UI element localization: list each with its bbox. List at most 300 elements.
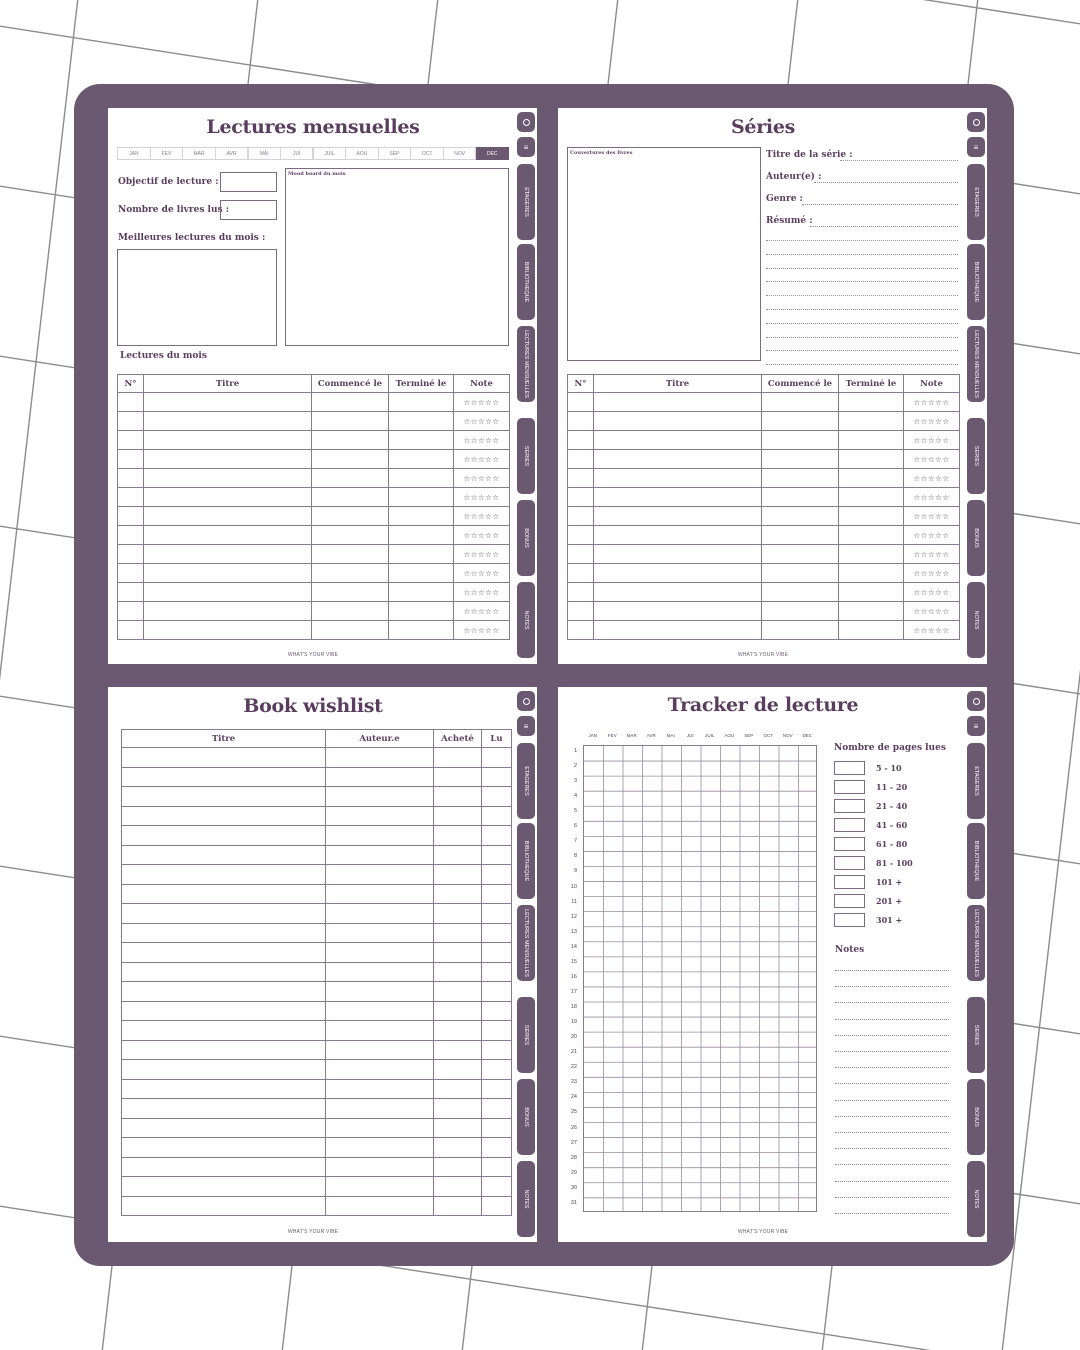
table-cell[interactable] bbox=[762, 507, 839, 526]
table-cell[interactable] bbox=[122, 1040, 326, 1060]
table-cell[interactable] bbox=[144, 526, 312, 545]
table-cell[interactable] bbox=[144, 602, 312, 621]
table-cell[interactable] bbox=[594, 583, 762, 602]
sidebar-tab-series[interactable] bbox=[517, 997, 535, 1073]
table-cell[interactable] bbox=[434, 1040, 482, 1060]
table-cell[interactable] bbox=[762, 621, 839, 640]
table-cell[interactable] bbox=[326, 806, 434, 826]
table-cell[interactable] bbox=[312, 602, 389, 621]
table-cell[interactable] bbox=[118, 507, 144, 526]
sidebar-tab-etageres[interactable] bbox=[517, 743, 535, 819]
rating-stars[interactable]: ☆☆☆☆☆ bbox=[904, 488, 960, 507]
sidebar-tab-bonus[interactable] bbox=[967, 1079, 985, 1155]
table-cell[interactable] bbox=[434, 923, 482, 943]
sidebar-tab-bibliotheque[interactable] bbox=[967, 823, 985, 899]
table-cell[interactable] bbox=[434, 943, 482, 963]
table-cell[interactable] bbox=[312, 431, 389, 450]
month-tab-sep[interactable]: SEP bbox=[378, 147, 411, 160]
table-cell[interactable] bbox=[482, 884, 512, 904]
rating-stars[interactable]: ☆☆☆☆☆ bbox=[904, 621, 960, 640]
table-cell[interactable] bbox=[389, 602, 454, 621]
table-cell[interactable] bbox=[118, 431, 144, 450]
table-cell[interactable] bbox=[839, 545, 904, 564]
table-cell[interactable] bbox=[594, 393, 762, 412]
sidebar-tab-notes[interactable] bbox=[967, 1161, 985, 1237]
table-cell[interactable] bbox=[389, 450, 454, 469]
table-cell[interactable] bbox=[312, 412, 389, 431]
table-cell[interactable] bbox=[568, 564, 594, 583]
table-cell[interactable] bbox=[122, 1001, 326, 1021]
table-cell[interactable] bbox=[762, 488, 839, 507]
legend-color-box[interactable] bbox=[834, 913, 865, 927]
sidebar-tab-etageres[interactable] bbox=[517, 164, 535, 240]
table-cell[interactable] bbox=[144, 393, 312, 412]
table-cell[interactable] bbox=[122, 748, 326, 768]
sidebar-tab-notes[interactable] bbox=[967, 582, 985, 658]
sidebar-tab-notes[interactable] bbox=[517, 582, 535, 658]
legend-color-box[interactable] bbox=[834, 780, 865, 794]
table-cell[interactable] bbox=[118, 526, 144, 545]
notes-line[interactable] bbox=[835, 1116, 949, 1117]
table-cell[interactable] bbox=[122, 1196, 326, 1216]
notes-line[interactable] bbox=[835, 970, 949, 971]
table-cell[interactable] bbox=[389, 583, 454, 602]
table-cell[interactable] bbox=[434, 884, 482, 904]
table-cell[interactable] bbox=[326, 904, 434, 924]
table-cell[interactable] bbox=[594, 564, 762, 583]
table-cell[interactable] bbox=[434, 1196, 482, 1216]
table-cell[interactable] bbox=[762, 469, 839, 488]
table-cell[interactable] bbox=[482, 1079, 512, 1099]
table-cell[interactable] bbox=[594, 621, 762, 640]
table-cell[interactable] bbox=[389, 431, 454, 450]
table-cell[interactable] bbox=[762, 583, 839, 602]
table-cell[interactable] bbox=[118, 564, 144, 583]
rating-stars[interactable]: ☆☆☆☆☆ bbox=[454, 526, 510, 545]
table-cell[interactable] bbox=[118, 488, 144, 507]
notes-line[interactable] bbox=[835, 1019, 949, 1020]
rating-stars[interactable]: ☆☆☆☆☆ bbox=[454, 507, 510, 526]
table-cell[interactable] bbox=[568, 602, 594, 621]
month-tab-jui[interactable]: JUI bbox=[280, 147, 313, 160]
rating-stars[interactable]: ☆☆☆☆☆ bbox=[904, 431, 960, 450]
legend-color-box[interactable] bbox=[834, 875, 865, 889]
table-cell[interactable] bbox=[482, 904, 512, 924]
table-cell[interactable] bbox=[482, 982, 512, 1002]
sidebar-tab-lectures-mensuelles[interactable] bbox=[967, 326, 985, 402]
table-cell[interactable] bbox=[434, 1118, 482, 1138]
table-cell[interactable] bbox=[568, 545, 594, 564]
best-reads-box[interactable] bbox=[117, 249, 277, 346]
sidebar-tab-lectures-mensuelles[interactable] bbox=[967, 905, 985, 981]
rating-stars[interactable]: ☆☆☆☆☆ bbox=[904, 564, 960, 583]
table-cell[interactable] bbox=[482, 1138, 512, 1158]
table-cell[interactable] bbox=[568, 393, 594, 412]
rating-stars[interactable]: ☆☆☆☆☆ bbox=[904, 526, 960, 545]
summary-line[interactable] bbox=[766, 295, 958, 296]
rating-stars[interactable]: ☆☆☆☆☆ bbox=[904, 507, 960, 526]
sidebar-tab-series[interactable] bbox=[967, 997, 985, 1073]
table-cell[interactable] bbox=[312, 545, 389, 564]
sidebar-tab-lectures-mensuelles[interactable] bbox=[517, 326, 535, 402]
table-cell[interactable] bbox=[122, 787, 326, 807]
table-cell[interactable] bbox=[122, 982, 326, 1002]
table-cell[interactable] bbox=[762, 602, 839, 621]
month-tab-oct[interactable]: OCT bbox=[410, 147, 443, 160]
tracker-grid[interactable] bbox=[583, 745, 817, 1212]
table-cell[interactable] bbox=[122, 1099, 326, 1119]
table-cell[interactable] bbox=[482, 962, 512, 982]
rating-stars[interactable]: ☆☆☆☆☆ bbox=[454, 393, 510, 412]
table-cell[interactable] bbox=[326, 943, 434, 963]
table-cell[interactable] bbox=[434, 962, 482, 982]
month-tab-mar[interactable]: MAR bbox=[182, 147, 215, 160]
table-cell[interactable] bbox=[326, 826, 434, 846]
table-cell[interactable] bbox=[144, 488, 312, 507]
circle-button[interactable] bbox=[517, 691, 535, 711]
table-cell[interactable] bbox=[568, 488, 594, 507]
table-cell[interactable] bbox=[326, 1040, 434, 1060]
table-cell[interactable] bbox=[434, 806, 482, 826]
table-cell[interactable] bbox=[389, 545, 454, 564]
table-cell[interactable] bbox=[594, 602, 762, 621]
table-cell[interactable] bbox=[389, 507, 454, 526]
table-cell[interactable] bbox=[839, 488, 904, 507]
table-cell[interactable] bbox=[326, 1138, 434, 1158]
table-cell[interactable] bbox=[389, 412, 454, 431]
table-cell[interactable] bbox=[326, 982, 434, 1002]
table-cell[interactable] bbox=[118, 545, 144, 564]
table-cell[interactable] bbox=[122, 865, 326, 885]
table-cell[interactable] bbox=[482, 1099, 512, 1119]
month-tab-nov[interactable]: NOV bbox=[443, 147, 476, 160]
notes-line[interactable] bbox=[835, 1067, 949, 1068]
table-cell[interactable] bbox=[326, 1157, 434, 1177]
table-cell[interactable] bbox=[144, 583, 312, 602]
table-cell[interactable] bbox=[122, 826, 326, 846]
legend-color-box[interactable] bbox=[834, 761, 865, 775]
series-title-line[interactable] bbox=[840, 160, 958, 161]
table-cell[interactable] bbox=[389, 393, 454, 412]
table-cell[interactable] bbox=[482, 787, 512, 807]
rating-stars[interactable]: ☆☆☆☆☆ bbox=[454, 583, 510, 602]
table-cell[interactable] bbox=[434, 1157, 482, 1177]
legend-color-box[interactable] bbox=[834, 799, 865, 813]
sidebar-tab-notes[interactable] bbox=[517, 1161, 535, 1237]
moodboard-box[interactable] bbox=[285, 168, 509, 346]
table-cell[interactable] bbox=[312, 507, 389, 526]
table-cell[interactable] bbox=[434, 1177, 482, 1197]
table-cell[interactable] bbox=[144, 507, 312, 526]
table-cell[interactable] bbox=[434, 845, 482, 865]
table-cell[interactable] bbox=[594, 450, 762, 469]
table-cell[interactable] bbox=[762, 526, 839, 545]
table-cell[interactable] bbox=[434, 1001, 482, 1021]
table-cell[interactable] bbox=[389, 488, 454, 507]
table-cell[interactable] bbox=[482, 845, 512, 865]
rating-stars[interactable]: ☆☆☆☆☆ bbox=[454, 450, 510, 469]
month-tab-mai[interactable]: MAI bbox=[248, 147, 281, 160]
table-cell[interactable] bbox=[122, 845, 326, 865]
table-cell[interactable] bbox=[594, 545, 762, 564]
table-cell[interactable] bbox=[118, 583, 144, 602]
table-cell[interactable] bbox=[434, 826, 482, 846]
table-cell[interactable] bbox=[568, 526, 594, 545]
month-tab-aou[interactable]: AOU bbox=[345, 147, 378, 160]
table-cell[interactable] bbox=[326, 1079, 434, 1099]
notes-line[interactable] bbox=[835, 1100, 949, 1101]
table-cell[interactable] bbox=[482, 1196, 512, 1216]
legend-color-box[interactable] bbox=[834, 818, 865, 832]
menu-button[interactable] bbox=[517, 137, 535, 157]
sidebar-tab-bibliotheque[interactable] bbox=[517, 244, 535, 320]
table-cell[interactable] bbox=[482, 748, 512, 768]
table-cell[interactable] bbox=[118, 602, 144, 621]
rating-stars[interactable]: ☆☆☆☆☆ bbox=[904, 469, 960, 488]
menu-button[interactable] bbox=[967, 137, 985, 157]
table-cell[interactable] bbox=[594, 469, 762, 488]
rating-stars[interactable]: ☆☆☆☆☆ bbox=[454, 621, 510, 640]
rating-stars[interactable]: ☆☆☆☆☆ bbox=[454, 431, 510, 450]
table-cell[interactable] bbox=[762, 450, 839, 469]
summary-line[interactable] bbox=[766, 350, 958, 351]
table-cell[interactable] bbox=[434, 787, 482, 807]
table-cell[interactable] bbox=[839, 412, 904, 431]
summary-line[interactable] bbox=[766, 323, 958, 324]
table-cell[interactable] bbox=[434, 1099, 482, 1119]
table-cell[interactable] bbox=[389, 526, 454, 545]
legend-color-box[interactable] bbox=[834, 837, 865, 851]
table-cell[interactable] bbox=[594, 412, 762, 431]
notes-line[interactable] bbox=[835, 1164, 949, 1165]
table-cell[interactable] bbox=[839, 621, 904, 640]
table-cell[interactable] bbox=[326, 1177, 434, 1197]
table-cell[interactable] bbox=[434, 1138, 482, 1158]
table-cell[interactable] bbox=[482, 1001, 512, 1021]
table-cell[interactable] bbox=[326, 1001, 434, 1021]
table-cell[interactable] bbox=[839, 526, 904, 545]
rating-stars[interactable]: ☆☆☆☆☆ bbox=[904, 545, 960, 564]
summary-line[interactable] bbox=[766, 364, 958, 365]
covers-box[interactable] bbox=[567, 147, 761, 361]
table-cell[interactable] bbox=[762, 431, 839, 450]
sidebar-tab-bibliotheque[interactable] bbox=[967, 244, 985, 320]
notes-line[interactable] bbox=[835, 1181, 949, 1182]
table-cell[interactable] bbox=[762, 545, 839, 564]
table-cell[interactable] bbox=[839, 583, 904, 602]
table-cell[interactable] bbox=[326, 767, 434, 787]
books-read-input[interactable] bbox=[220, 200, 277, 220]
table-cell[interactable] bbox=[122, 1177, 326, 1197]
table-cell[interactable] bbox=[122, 1157, 326, 1177]
genre-line[interactable] bbox=[802, 204, 958, 205]
author-line[interactable] bbox=[814, 182, 958, 183]
summary-line[interactable] bbox=[766, 254, 958, 255]
notes-line[interactable] bbox=[835, 1083, 949, 1084]
table-cell[interactable] bbox=[118, 393, 144, 412]
table-cell[interactable] bbox=[482, 1040, 512, 1060]
table-cell[interactable] bbox=[482, 1177, 512, 1197]
month-tab-fev[interactable]: FEV bbox=[150, 147, 183, 160]
table-cell[interactable] bbox=[122, 1060, 326, 1080]
table-cell[interactable] bbox=[118, 469, 144, 488]
table-cell[interactable] bbox=[326, 1118, 434, 1138]
legend-color-box[interactable] bbox=[834, 894, 865, 908]
table-cell[interactable] bbox=[144, 450, 312, 469]
table-cell[interactable] bbox=[482, 865, 512, 885]
table-cell[interactable] bbox=[839, 469, 904, 488]
sidebar-tab-lectures-mensuelles[interactable] bbox=[517, 905, 535, 981]
notes-line[interactable] bbox=[835, 1051, 949, 1052]
table-cell[interactable] bbox=[122, 1118, 326, 1138]
table-cell[interactable] bbox=[326, 1099, 434, 1119]
table-cell[interactable] bbox=[122, 943, 326, 963]
table-cell[interactable] bbox=[839, 450, 904, 469]
notes-line[interactable] bbox=[835, 1002, 949, 1003]
table-cell[interactable] bbox=[434, 1021, 482, 1041]
table-cell[interactable] bbox=[118, 621, 144, 640]
table-cell[interactable] bbox=[122, 923, 326, 943]
table-cell[interactable] bbox=[568, 621, 594, 640]
table-cell[interactable] bbox=[568, 431, 594, 450]
table-cell[interactable] bbox=[326, 787, 434, 807]
notes-line[interactable] bbox=[835, 1213, 949, 1214]
table-cell[interactable] bbox=[482, 1021, 512, 1041]
summary-line[interactable] bbox=[766, 337, 958, 338]
table-cell[interactable] bbox=[482, 806, 512, 826]
table-cell[interactable] bbox=[144, 564, 312, 583]
table-cell[interactable] bbox=[312, 393, 389, 412]
month-tab-juil[interactable]: JUIL bbox=[313, 147, 346, 160]
rating-stars[interactable]: ☆☆☆☆☆ bbox=[454, 469, 510, 488]
table-cell[interactable] bbox=[122, 767, 326, 787]
table-cell[interactable] bbox=[144, 621, 312, 640]
circle-button[interactable] bbox=[967, 112, 985, 132]
rating-stars[interactable]: ☆☆☆☆☆ bbox=[904, 583, 960, 602]
table-cell[interactable] bbox=[762, 564, 839, 583]
table-cell[interactable] bbox=[312, 450, 389, 469]
sidebar-tab-bonus[interactable] bbox=[517, 1079, 535, 1155]
table-cell[interactable] bbox=[118, 450, 144, 469]
table-cell[interactable] bbox=[389, 621, 454, 640]
rating-stars[interactable]: ☆☆☆☆☆ bbox=[454, 564, 510, 583]
table-cell[interactable] bbox=[762, 393, 839, 412]
menu-button[interactable] bbox=[517, 716, 535, 736]
table-cell[interactable] bbox=[326, 884, 434, 904]
rating-stars[interactable]: ☆☆☆☆☆ bbox=[454, 488, 510, 507]
table-cell[interactable] bbox=[594, 526, 762, 545]
table-cell[interactable] bbox=[594, 431, 762, 450]
table-cell[interactable] bbox=[482, 826, 512, 846]
table-cell[interactable] bbox=[312, 583, 389, 602]
table-cell[interactable] bbox=[118, 412, 144, 431]
rating-stars[interactable]: ☆☆☆☆☆ bbox=[454, 602, 510, 621]
table-cell[interactable] bbox=[326, 923, 434, 943]
table-cell[interactable] bbox=[839, 564, 904, 583]
table-cell[interactable] bbox=[568, 507, 594, 526]
summary-line[interactable] bbox=[766, 281, 958, 282]
table-cell[interactable] bbox=[568, 469, 594, 488]
table-cell[interactable] bbox=[122, 904, 326, 924]
rating-stars[interactable]: ☆☆☆☆☆ bbox=[904, 393, 960, 412]
table-cell[interactable] bbox=[312, 469, 389, 488]
table-cell[interactable] bbox=[389, 469, 454, 488]
notes-line[interactable] bbox=[835, 1132, 949, 1133]
legend-color-box[interactable] bbox=[834, 856, 865, 870]
table-cell[interactable] bbox=[312, 526, 389, 545]
table-cell[interactable] bbox=[434, 767, 482, 787]
table-cell[interactable] bbox=[326, 1021, 434, 1041]
table-cell[interactable] bbox=[122, 1021, 326, 1041]
table-cell[interactable] bbox=[326, 845, 434, 865]
notes-line[interactable] bbox=[835, 1035, 949, 1036]
table-cell[interactable] bbox=[326, 962, 434, 982]
table-cell[interactable] bbox=[434, 982, 482, 1002]
table-cell[interactable] bbox=[312, 621, 389, 640]
table-cell[interactable] bbox=[434, 865, 482, 885]
table-cell[interactable] bbox=[312, 488, 389, 507]
summary-line[interactable] bbox=[766, 309, 958, 310]
rating-stars[interactable]: ☆☆☆☆☆ bbox=[904, 450, 960, 469]
sidebar-tab-series[interactable] bbox=[517, 418, 535, 494]
table-cell[interactable] bbox=[326, 1196, 434, 1216]
table-cell[interactable] bbox=[312, 564, 389, 583]
sidebar-tab-etageres[interactable] bbox=[967, 164, 985, 240]
table-cell[interactable] bbox=[594, 488, 762, 507]
circle-button[interactable] bbox=[517, 112, 535, 132]
rating-stars[interactable]: ☆☆☆☆☆ bbox=[454, 412, 510, 431]
table-cell[interactable] bbox=[434, 904, 482, 924]
summary-line[interactable] bbox=[810, 226, 958, 227]
table-cell[interactable] bbox=[122, 1079, 326, 1099]
notes-line[interactable] bbox=[835, 1148, 949, 1149]
menu-button[interactable] bbox=[967, 716, 985, 736]
table-cell[interactable] bbox=[389, 564, 454, 583]
table-cell[interactable] bbox=[144, 545, 312, 564]
month-tab-dec[interactable]: DEC bbox=[476, 147, 509, 160]
summary-line[interactable] bbox=[766, 268, 958, 269]
table-cell[interactable] bbox=[568, 412, 594, 431]
table-cell[interactable] bbox=[144, 431, 312, 450]
sidebar-tab-etageres[interactable] bbox=[967, 743, 985, 819]
table-cell[interactable] bbox=[568, 450, 594, 469]
sidebar-tab-series[interactable] bbox=[967, 418, 985, 494]
table-cell[interactable] bbox=[122, 1138, 326, 1158]
table-cell[interactable] bbox=[326, 1060, 434, 1080]
table-cell[interactable] bbox=[434, 1079, 482, 1099]
table-cell[interactable] bbox=[839, 507, 904, 526]
rating-stars[interactable]: ☆☆☆☆☆ bbox=[454, 545, 510, 564]
table-cell[interactable] bbox=[326, 748, 434, 768]
table-cell[interactable] bbox=[482, 1118, 512, 1138]
table-cell[interactable] bbox=[122, 884, 326, 904]
table-cell[interactable] bbox=[839, 393, 904, 412]
sidebar-tab-bibliotheque[interactable] bbox=[517, 823, 535, 899]
notes-line[interactable] bbox=[835, 986, 949, 987]
table-cell[interactable] bbox=[594, 507, 762, 526]
table-cell[interactable] bbox=[434, 748, 482, 768]
table-cell[interactable] bbox=[762, 412, 839, 431]
table-cell[interactable] bbox=[568, 583, 594, 602]
month-tab-avr[interactable]: AVR bbox=[215, 147, 248, 160]
rating-stars[interactable]: ☆☆☆☆☆ bbox=[904, 602, 960, 621]
month-tab-jan[interactable]: JAN bbox=[117, 147, 150, 160]
sidebar-tab-bonus[interactable] bbox=[967, 500, 985, 576]
goal-input[interactable] bbox=[220, 172, 277, 192]
circle-button[interactable] bbox=[967, 691, 985, 711]
table-cell[interactable] bbox=[839, 602, 904, 621]
table-cell[interactable] bbox=[839, 431, 904, 450]
